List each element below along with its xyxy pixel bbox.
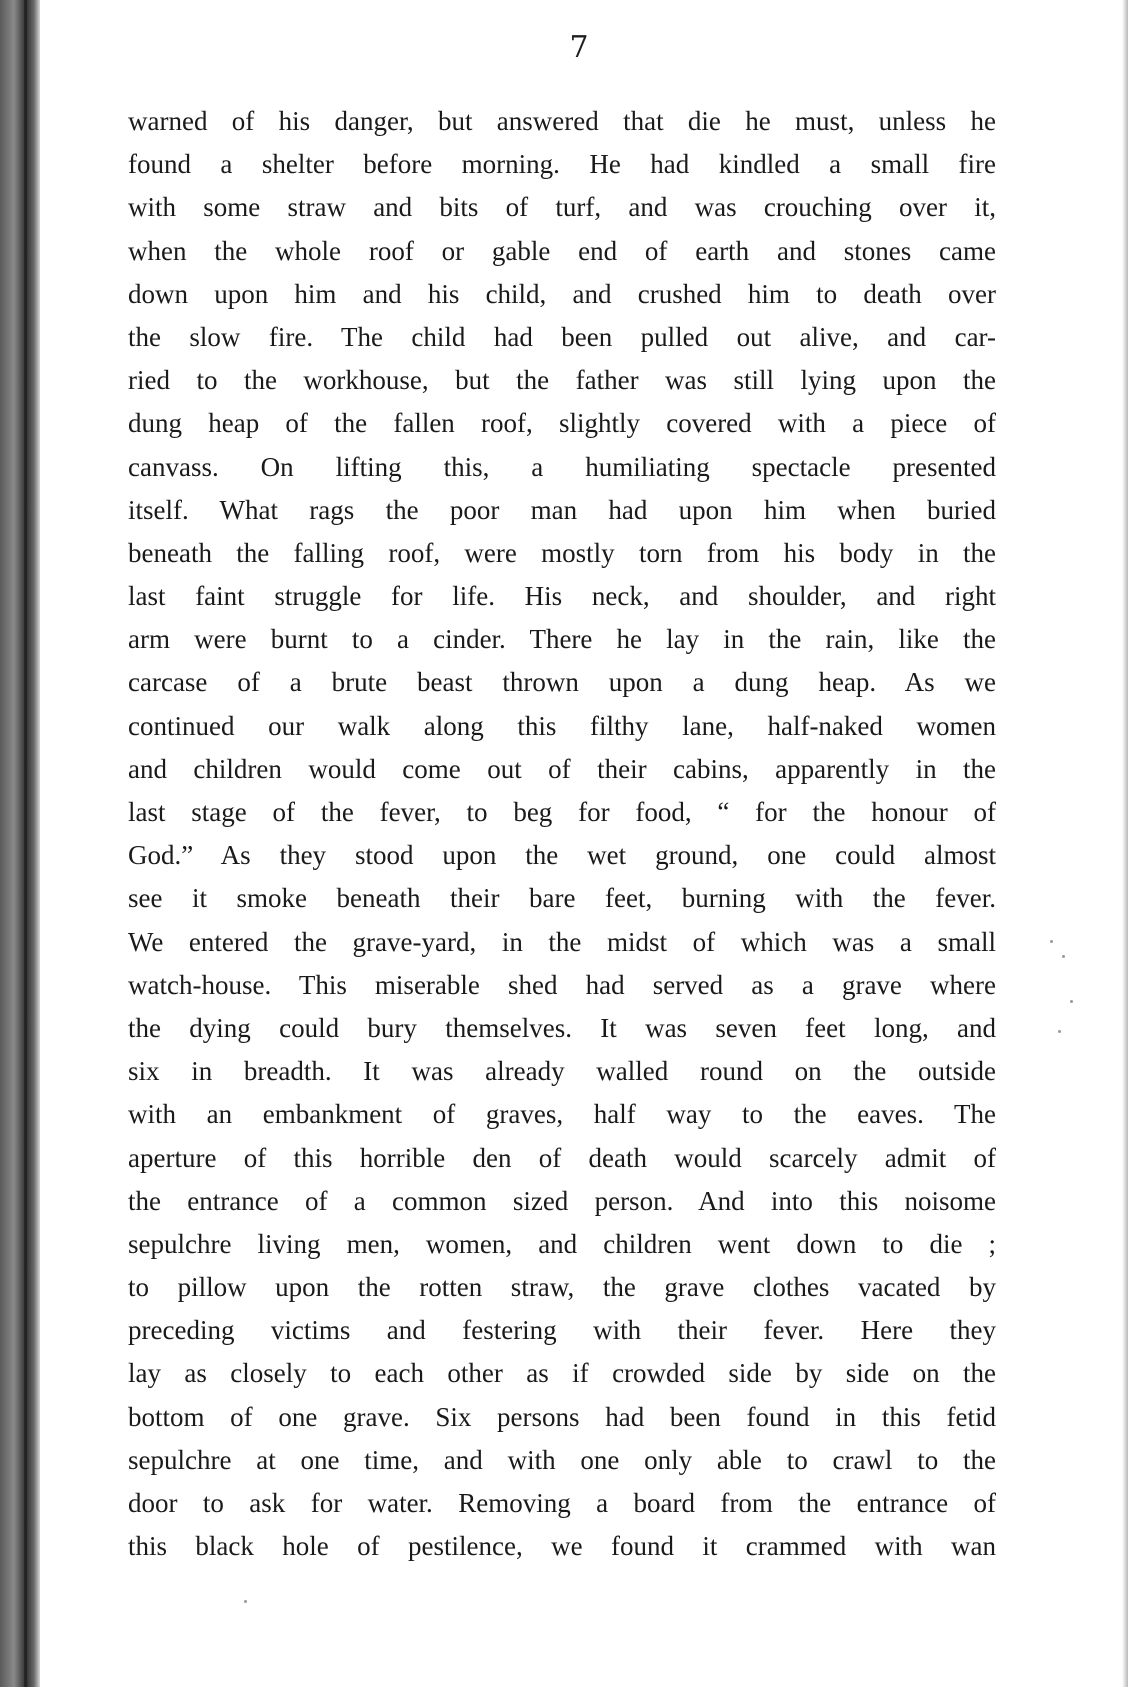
text-line: dung heap of the fallen roof, slightly covered with a piece of bbox=[128, 408, 996, 439]
text-line: with some straw and bits of turf, and was crouching over it, bbox=[128, 192, 996, 223]
text-line: and children would come out of their cabins, apparently in the bbox=[128, 753, 996, 784]
text-line: with an embankment of graves, half way to the eaves. The bbox=[128, 1099, 996, 1130]
text-line: last stage of the fever, to beg for food, “ for the honour of bbox=[128, 797, 996, 827]
text-line: preceding victims and festering with their fever. Here they bbox=[128, 1315, 996, 1346]
text-line: last faint struggle for life. His neck, and shoulder, and right bbox=[128, 581, 996, 612]
text-line: bottom of one grave. Six persons had been found in this fetid bbox=[128, 1401, 996, 1432]
scan-speck bbox=[244, 1600, 247, 1603]
text-line: itself. What rags the poor man had upon him when buried bbox=[128, 494, 996, 525]
text-line: ried to the workhouse, but the father was still lying upon the bbox=[128, 365, 996, 396]
text-line: six in breadth. It was already walled round on the outside bbox=[128, 1056, 996, 1087]
text-line: carcase of a brute beast thrown upon a dung heap. As we bbox=[128, 667, 996, 698]
text-line: the dying could bury themselves. It was seven feet long, and bbox=[128, 1012, 996, 1043]
text-line: the entrance of a common sized person. And into this noisome bbox=[128, 1185, 996, 1216]
scan-speck bbox=[1050, 940, 1053, 943]
text-line: continued our walk along this filthy lane, half-naked women bbox=[128, 710, 996, 741]
text-line: watch-house. This miserable shed had served as a grave where bbox=[128, 969, 996, 1000]
page-number: 7 bbox=[569, 30, 589, 65]
text-line: beneath the falling roof, were mostly torn from his body in the bbox=[128, 537, 996, 568]
text-line: We entered the grave-yard, in the midst of which was a small bbox=[128, 926, 996, 957]
text-line: down upon him and his child, and crushed him to death over bbox=[128, 278, 996, 309]
text-line: see it smoke beneath their bare feet, burning with the fever. bbox=[128, 883, 996, 914]
scan-speck bbox=[1062, 955, 1065, 958]
text-line: warned of his danger, but answered that die he must, unless he bbox=[128, 106, 996, 136]
binding-edge bbox=[0, 0, 40, 1687]
text-line: lay as closely to each other as if crowded side by side on the bbox=[128, 1358, 996, 1389]
page-right-edge bbox=[1122, 0, 1128, 1687]
text-line: when the whole roof or gable end of earth and stones came bbox=[128, 235, 996, 266]
text-line: this black hole of pestilence, we found it crammed with wan bbox=[128, 1531, 996, 1562]
text-line: to pillow upon the rotten straw, the grave clothes vacated by bbox=[128, 1272, 996, 1303]
text-line: door to ask for water. Removing a board from the entrance of bbox=[128, 1488, 996, 1518]
text-line: arm were burnt to a cinder. There he lay in the rain, like the bbox=[128, 624, 996, 655]
scan-speck bbox=[1058, 1030, 1061, 1033]
text-line: the slow fire. The child had been pulled out alive, and car- bbox=[128, 321, 996, 352]
scan-speck bbox=[1070, 1000, 1073, 1003]
text-line: God.” As they stood upon the wet ground, one could almost bbox=[128, 840, 996, 871]
text-line: sepulchre living men, women, and children went down to die ; bbox=[128, 1228, 996, 1259]
text-line: canvass. On lifting this, a humiliating spectacle presented bbox=[128, 451, 996, 482]
text-line: aperture of this horrible den of death would scarcely admit of bbox=[128, 1142, 996, 1173]
body-text bbox=[128, 100, 996, 1568]
text-line: sepulchre at one time, and with one only able to crawl to the bbox=[128, 1444, 996, 1475]
text-line: found a shelter before morning. He had kindled a small fire bbox=[128, 149, 996, 180]
